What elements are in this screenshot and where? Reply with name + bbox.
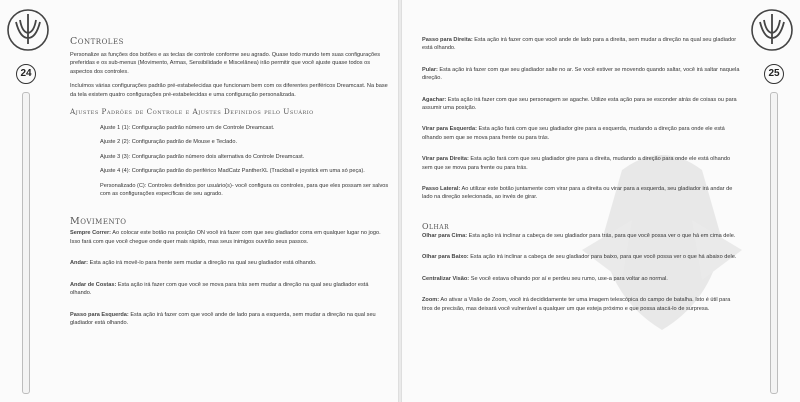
right-page (402, 0, 800, 402)
ajuste-item: Ajuste 3 (3): Configuração padrão número dois alternativa do Controle Dreamcast. (100, 153, 305, 160)
quake-logo-icon (6, 8, 50, 52)
entry-centralizar-visao: Centralizar Visão: Se você estava olhando por aí e perdeu seu rumo, use-a para voltar ao normal. (422, 275, 668, 282)
left-content (70, 36, 390, 327)
ajuste-item: Ajuste 2 (2): Configuração padrão de Mouse e Teclado. (100, 139, 238, 146)
entry-olhar-cima: Olhar para Cima: Esta ação irá inclinar a cabeça de seu gladiador para trás, para que você possa ver o que há em cima dele. (422, 232, 736, 239)
section-heading-movimento: Movimento (70, 216, 127, 228)
page-number: 25 (764, 64, 784, 84)
ajuste-item: Personalizado (C): Controles definidos por usuário(s)- você configura os controles, para que eles possam ser salvos com as configurações específicas de seu agrado. (100, 182, 389, 198)
entry-passo-direita: Passo para Direita: Esta ação irá fazer com que você ande de lado para a direita, sem mudar a direção na qual seu gladiador está olhando. (422, 37, 737, 52)
entry-olhar-baixo: Olhar para Baixo: Esta ação irá inclinar a cabeça de seu gladiador para baixo, para que você possa ver o que há abaixo dele. (422, 254, 737, 261)
margin-rail (22, 92, 30, 394)
controles-paragraph-1: Personalize as funções dos botões e as teclas de controle conforme seu agrado. Quase todo mundo tem suas configurações preferidas e os sub-menus (Movimento, Armas, Sensibilidade e Miscelânea) irão permitir que você ajuste quase todos os aspectos dos controles. (70, 52, 381, 75)
section-heading-controles: Controles (70, 36, 124, 47)
entry-pular: Pular: Esta ação irá fazer com que seu gladiador salte no ar. Se você estiver se movendo quando saltar, você irá saltar naquela direção. (422, 66, 740, 82)
entry-andar: Andar: Esta ação irá movê-lo para frente sem mudar a direção na qual seu gladiador está olhando. (70, 260, 317, 267)
entry-sempre-correr: Sempre Correr: Ao colocar este botão na posição ON você irá fazer com que seu gladiador corra em qualquer lugar no jogo. Isso fará com que você chegue onde quer mais rápido, mas seus inimigos ouvirão seus passos. (70, 230, 381, 245)
controles-paragraph-2: Incluímos várias configurações padrão pré-estabelecidas que funcionam bem com os diferentes periféricos Dreamcast. Na base da tela existem quatro configurações pré-estabelecidas e uma configuração personalizada. (70, 83, 388, 98)
entry-andar-de-costas: Andar de Costas: Esta ação irá fazer com que você se mova para trás sem mudar a direção na qual seu gladiador está olhando. (70, 281, 369, 297)
section-heading-olhar: Olhar (422, 221, 450, 231)
section-heading-ajustes: Ajustes Padrões de Controle e Ajustes Definidos pelo Usuário (70, 107, 314, 117)
entry-zoom: Zoom: Ao ativar a Visão de Zoom, você irá decididamente ter uma imagem telescópica do campo de batalha. Isto é útil para tiros de precisão, mas deixará você vulnerável a qualquer um que esteja próximo e que possa atacá-lo de surpresa. (422, 297, 731, 312)
right-content (422, 36, 742, 313)
page-number: 24 (16, 64, 36, 84)
ajuste-item: Ajuste 1 (1): Configuração padrão número um de Controle Dreamcast. (100, 125, 275, 132)
entry-agachar: Agachar: Esta ação irá fazer com que seu personagem se agache. Utilize esta ação para se esconder atrás de coisas ou para assumir uma posição. (422, 96, 737, 112)
margin-rail (770, 92, 778, 394)
ajuste-item: Ajuste 4 (4): Configuração padrão do periférico MadCatz PantherXL (Trackball e joystick em uma só peça). (100, 168, 365, 175)
entry-virar-direita: Virar para Direita: Esta ação fará com que seu gladiador gire para a direita, mudando a direção para onde ele está olhando sem que se mova para frente ou para trás. (422, 156, 731, 171)
entry-passo-lateral: Passo Lateral: Ao utilizar este botão juntamente com virar para a direita ou virar para a esquerda, seu gladiador irá andar de lado na direção selecionada, ao invés de girar. (422, 186, 733, 201)
entry-passo-esquerda: Passo para Esquerda: Esta ação irá fazer com que você ande de lado para a esquerda, sem mudar a direção na qual seu gladiador está olhando. (70, 311, 376, 326)
left-page (0, 0, 398, 402)
quake-logo-icon (750, 8, 794, 52)
entry-virar-esquerda: Virar para Esquerda: Esta ação fará com que seu gladiador gire para a esquerda, mudando a direção para onde ele está olhando sem que se mova para frente ou para trás. (422, 126, 725, 141)
